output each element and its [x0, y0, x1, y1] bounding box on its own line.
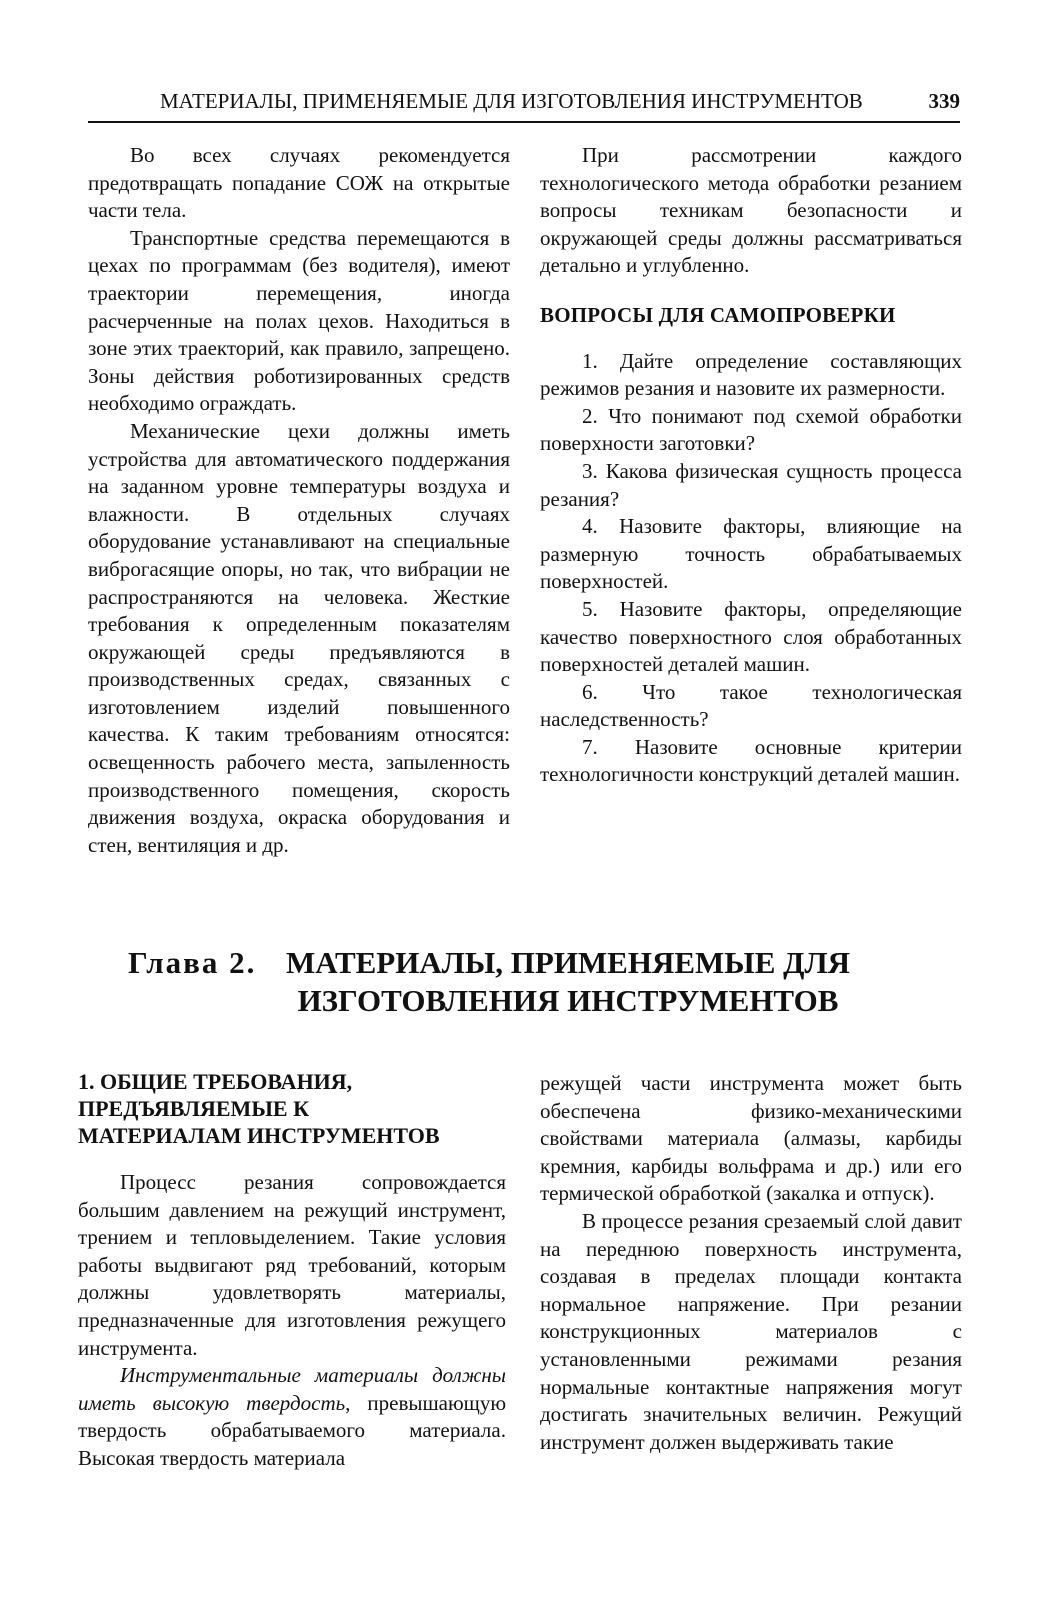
bottom-left-column [78, 1068, 506, 1473]
paragraph [78, 1362, 506, 1472]
paragraph: Во всех случаях рекомендуется предотвращать попадание СОЖ на открытые части тела. [88, 143, 510, 223]
paragraph: Процесс резания сопровождается большим давлением на режущий инструмент, трением и тепловыделением. Такие условия работы выдвигают ряд требований, которым должны удовлетворять материалы, предназначенные для изготовления режущего инструмента. [78, 1170, 506, 1360]
section-heading [78, 1068, 506, 1149]
paragraph: режущей части инструмента может быть обеспечена физико-механическими свойствами материала (алмазы, карбиды кремния, карбиды вольфрама и др.) или его термической обработкой (закалка и отпуск). [540, 1071, 962, 1206]
paragraph: В процессе резания срезаемый слой давит на переднюю поверхность инструмента, создавая в пределах площади контакта нормальное напряжение. При резании конструкционных материалов с установленными режимами резания нормальные контактные напряжения могут достигать значительных величин. Режущий инструмент должен выдерживать такие [540, 1208, 962, 1454]
paragraph-text: , превышающую твердость обрабатываемого материала. Высокая твердость материала [78, 1390, 507, 1470]
chapter-title-line: ИЗГОТОВЛЕНИЯ ИНСТРУМЕНТОВ [297, 983, 839, 1018]
section-heading-line: МАТЕРИАЛАМ ИНСТРУМЕНТОВ [78, 1123, 440, 1148]
paragraph: При рассмотрении каждого технологического метода обработки резанием вопросы техникам безопасности и окружающей среды должны рассматриваться детально и углубленно. [540, 143, 962, 278]
section-heading-line: ПРЕДЪЯВЛЯЕМЫЕ К [78, 1096, 310, 1121]
question-item: 2. Что понимают под схемой обработки поверхности заготовки? [540, 403, 962, 456]
running-header [160, 84, 960, 114]
question-item: 7. Назовите основные критерии технологичности конструкций деталей машин. [540, 734, 962, 787]
questions-heading: ВОПРОСЫ ДЛЯ САМОПРОВЕРКИ [540, 302, 896, 327]
bottom-right-column [540, 1070, 962, 1456]
top-right-column [540, 142, 962, 789]
question-item: 5. Назовите факторы, определяющие качество поверхностного слоя обработанных поверхностей деталей машин. [540, 596, 962, 677]
chapter-label: Глава 2. [128, 945, 257, 980]
question-item: 1. Дайте определение составляющих режимов резания и назовите их размерности. [540, 348, 962, 401]
chapter-title-line: МАТЕРИАЛЫ, ПРИМЕНЯЕМЫЕ ДЛЯ [286, 945, 850, 980]
paragraph: Механические цехи должны иметь устройства для автоматического поддержания на заданном уровне температуры воздуха и влажности. В отдельных случаях оборудование устанавливают на специальные виброгасящие опоры, но так, что вибрации не распространяются на человека. Жесткие требования к определенным показателям окружающей среды предъявляются в производственных средах, связанных с изготовлением изделий повышенного качества. К таким требованиям относятся: освещенность рабочего места, запыленность производственного помещения, скорость движения воздуха, окраска оборудования и стен, вентиляция и др. [88, 418, 510, 857]
italic-emphasis: Инструментальные материалы должны иметь высокую твердость [78, 1363, 506, 1415]
page-number: 339 [928, 89, 960, 113]
chapter-title-text [268, 944, 868, 1020]
running-header-title: МАТЕРИАЛЫ, ПРИМЕНЯЕМЫЕ ДЛЯ ИЗГОТОВЛЕНИЯ ИНСТРУМЕНТОВ [160, 89, 863, 113]
question-item: 4. Назовите факторы, влияющие на размерную точность обрабатываемых поверхностей. [540, 514, 962, 594]
question-item: 3. Какова физическая сущность процесса резания? [540, 458, 962, 511]
header-rule [88, 121, 960, 123]
section-heading-line: 1. ОБЩИЕ ТРЕБОВАНИЯ, [78, 1069, 353, 1094]
top-left-column [88, 142, 510, 859]
question-item: 6. Что такое технологическая наследственность? [540, 679, 962, 732]
paragraph: Транспортные средства перемещаются в цехах по программам (без водителя), имеют траектории перемещения, иногда расчерченные на полах цехов. Находиться в зоне этих траекторий, как правило, запрещено. Зоны действия роботизированных средств необходимо ограждать. [88, 225, 510, 416]
